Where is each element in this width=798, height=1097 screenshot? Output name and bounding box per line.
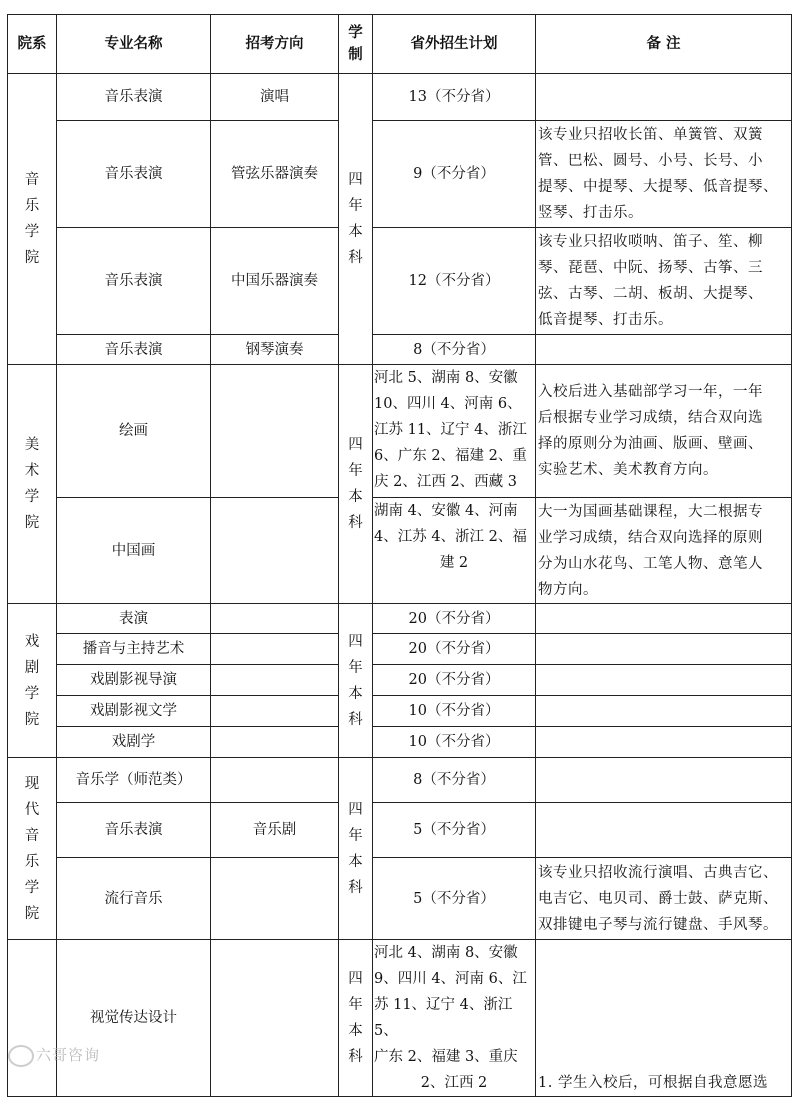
plan-cell: 13（不分省）: [373, 74, 536, 121]
remark-cell: [536, 228, 792, 335]
remark-line: 双排键电子琴与流行键盘、手风琴。: [538, 916, 778, 933]
direction-cell: [211, 665, 339, 696]
plan-line: 10、四川 4、河南 6、: [374, 396, 522, 412]
header-remark: 备 注: [536, 15, 792, 74]
remark-cell: [536, 365, 792, 498]
direction-cell: 音乐剧: [211, 803, 339, 858]
duration-cell: [339, 758, 373, 940]
table-row: [8, 335, 792, 365]
table-row: [8, 74, 792, 121]
direction-cell: 演唱: [211, 74, 339, 121]
plan-cell: 12（不分省）: [373, 228, 536, 335]
table-row: [8, 696, 792, 727]
header-major: 专业名称: [57, 15, 211, 74]
direction-cell: [211, 858, 339, 940]
table-row: [8, 498, 792, 604]
major-cell: 音乐表演: [57, 335, 211, 365]
remark-line: 提琴、中提琴、大提琴、低音提琴、: [538, 179, 778, 195]
direction-cell: 钢琴演奏: [211, 335, 339, 365]
direction-cell: 管弦乐器演奏: [211, 121, 339, 228]
duration-cell: [339, 940, 373, 1097]
remark-line: 管、巴松、圆号、小号、长号、小: [538, 153, 763, 169]
major-cell: 流行音乐: [57, 858, 211, 940]
watermark-logo-icon: [8, 1045, 34, 1067]
remark-line: 物方向。: [538, 581, 598, 598]
remark-line: 该专业只招收唢呐、笛子、笙、柳: [538, 234, 763, 250]
plan-line: 4、江苏 4、浙江 2、福: [374, 529, 527, 545]
remark-cell: [536, 121, 792, 228]
header-plan: 省外招生计划: [373, 15, 536, 74]
table-row: [8, 665, 792, 696]
duration-cell: [339, 365, 373, 604]
remark-cell: [536, 727, 792, 758]
remark-line: 大一为国画基础课程，大二根据专: [538, 503, 763, 520]
plan-cell: 8（不分省）: [373, 758, 536, 803]
duration-cell: [339, 74, 373, 365]
plan-cell: 10（不分省）: [373, 696, 536, 727]
table-row: [8, 858, 792, 940]
header-college: 院系: [8, 15, 57, 74]
plan-line: 湖南 4、安徽 4、河南: [374, 503, 518, 519]
remark-cell: [536, 803, 792, 858]
plan-line: 建 2: [439, 555, 469, 571]
table-row: [8, 604, 792, 634]
duration-cell: [339, 604, 373, 758]
plan-line: 2、江西 2: [420, 1075, 488, 1091]
table-row: [8, 803, 792, 858]
college-cell: [8, 940, 57, 1097]
table-row: [8, 365, 792, 498]
remark-line: 琴、琵琶、中阮、扬琴、古筝、三: [538, 260, 763, 276]
remark-cell: [536, 74, 792, 121]
remark-cell: [536, 604, 792, 634]
college-name: 现 代 音 乐 学 院: [24, 775, 40, 922]
header-duration: 学 制: [339, 15, 373, 74]
major-cell: 表演: [57, 604, 211, 634]
plan-cell: 10（不分省）: [373, 727, 536, 758]
remark-line: 实验艺术、美术教育方向。: [538, 462, 718, 478]
major-cell: 视觉传达设计: [57, 940, 211, 1097]
remark-line: 入校后进入基础部学习一年，一年: [538, 384, 763, 400]
remark-cell: [536, 858, 792, 940]
plan-cell: 5（不分省）: [373, 803, 536, 858]
college-cell: [8, 365, 57, 604]
header-row: [8, 15, 792, 74]
duration-value: 四 年 本 科: [348, 971, 363, 1065]
plan-line: 江苏 11、辽宁 4、浙江: [374, 422, 527, 438]
direction-cell: [211, 604, 339, 634]
remark-line: 竖琴、打击乐。: [538, 205, 643, 221]
direction-cell: [211, 940, 339, 1097]
plan-cell: [373, 365, 536, 498]
remark-line: 业学习成绩，结合双向选择的原则: [538, 529, 763, 546]
major-cell: 戏剧影视文学: [57, 696, 211, 727]
remark-line: 该专业只招收流行演唱、古典吉它、: [538, 864, 778, 881]
college-cell: [8, 758, 57, 940]
remark-cell: [536, 758, 792, 803]
duration-value: 四 年 本 科: [348, 172, 363, 266]
remark-line: 后根据专业学习成绩，结合双向选: [538, 410, 763, 426]
plan-cell: 20（不分省）: [373, 634, 536, 665]
direction-cell: [211, 365, 339, 498]
remark-line: [538, 992, 791, 1018]
remark-cell: [536, 665, 792, 696]
direction-cell: [211, 758, 339, 803]
plan-cell: 20（不分省）: [373, 665, 536, 696]
plan-cell: 9（不分省）: [373, 121, 536, 228]
enrollment-plan-table: [7, 14, 792, 1097]
remark-line: 低音提琴、打击乐。: [538, 312, 673, 328]
direction-cell: [211, 634, 339, 665]
remark-line: 该专业只招收长笛、单簧管、双簧: [538, 127, 763, 143]
major-cell: 中国画: [57, 498, 211, 604]
plan-line: 河北 5、湖南 8、安徽: [374, 370, 518, 386]
major-cell: 音乐表演: [57, 121, 211, 228]
table-row: [8, 940, 792, 1097]
direction-cell: 中国乐器演奏: [211, 228, 339, 335]
major-cell: 音乐表演: [57, 228, 211, 335]
college-name: 戏 剧 学 院: [24, 633, 40, 728]
major-cell: 音乐学（师范类）: [57, 758, 211, 803]
remark-cell: [536, 940, 792, 1097]
duration-value: 四 年 本 科: [348, 801, 363, 896]
remark-line: [538, 1044, 791, 1070]
remark-cell: [536, 634, 792, 665]
plan-line: 6、广东 2、福建 2、重: [374, 448, 527, 464]
major-cell: 音乐表演: [57, 803, 211, 858]
remark-cell: [536, 498, 792, 604]
remark-line: 择的原则分为油画、版画、壁画、: [538, 436, 763, 452]
plan-cell: [373, 940, 536, 1097]
watermark-text: 六哥咨询: [36, 1046, 101, 1064]
major-cell: 音乐表演: [57, 74, 211, 121]
direction-cell: [211, 498, 339, 604]
direction-cell: [211, 727, 339, 758]
plan-cell: 5（不分省）: [373, 858, 536, 940]
remark-cell: [536, 335, 792, 365]
plan-cell: 20（不分省）: [373, 604, 536, 634]
remark-line: 电吉它、电贝司、爵士鼓、萨克斯、: [538, 890, 778, 907]
duration-value: 四 年 本 科: [348, 633, 363, 728]
plan-line: 庆 2、江西 2、西藏 3: [374, 474, 518, 490]
major-cell: 绘画: [57, 365, 211, 498]
plan-line: 广东 2、福建 3、重庆: [374, 1049, 518, 1065]
plan-cell: [373, 498, 536, 604]
table-row: [8, 758, 792, 803]
plan-line: 河北 4、湖南 8、安徽: [374, 945, 518, 961]
direction-cell: [211, 696, 339, 727]
college-name: 音 乐 学 院: [24, 172, 40, 266]
watermark: [8, 1044, 100, 1067]
remark-line: 1. 学生入校后，可根据自我意愿选: [538, 1075, 768, 1091]
remark-cell: [536, 696, 792, 727]
table-row: [8, 228, 792, 335]
remark-line: [538, 1018, 791, 1044]
college-name: 美 术 学 院: [24, 437, 40, 531]
header-direction: 招考方向: [211, 15, 339, 74]
table-row: [8, 727, 792, 758]
college-cell: [8, 74, 57, 365]
major-cell: 戏剧学: [57, 727, 211, 758]
major-cell: 戏剧影视导演: [57, 665, 211, 696]
remark-line: 分为山水花鸟、工笔人物、意笔人: [538, 555, 763, 572]
college-cell: [8, 604, 57, 758]
table-row: [8, 121, 792, 228]
table-row: [8, 634, 792, 665]
major-cell: 播音与主持艺术: [57, 634, 211, 665]
remark-line: 弦、古琴、二胡、板胡、大提琴、: [538, 286, 763, 302]
duration-value: 四 年 本 科: [348, 437, 363, 531]
plan-cell: 8（不分省）: [373, 335, 536, 365]
plan-line: 苏 11、辽宁 4、浙江 5、: [374, 997, 513, 1039]
plan-line: 9、四川 4、河南 6、江: [374, 971, 527, 987]
